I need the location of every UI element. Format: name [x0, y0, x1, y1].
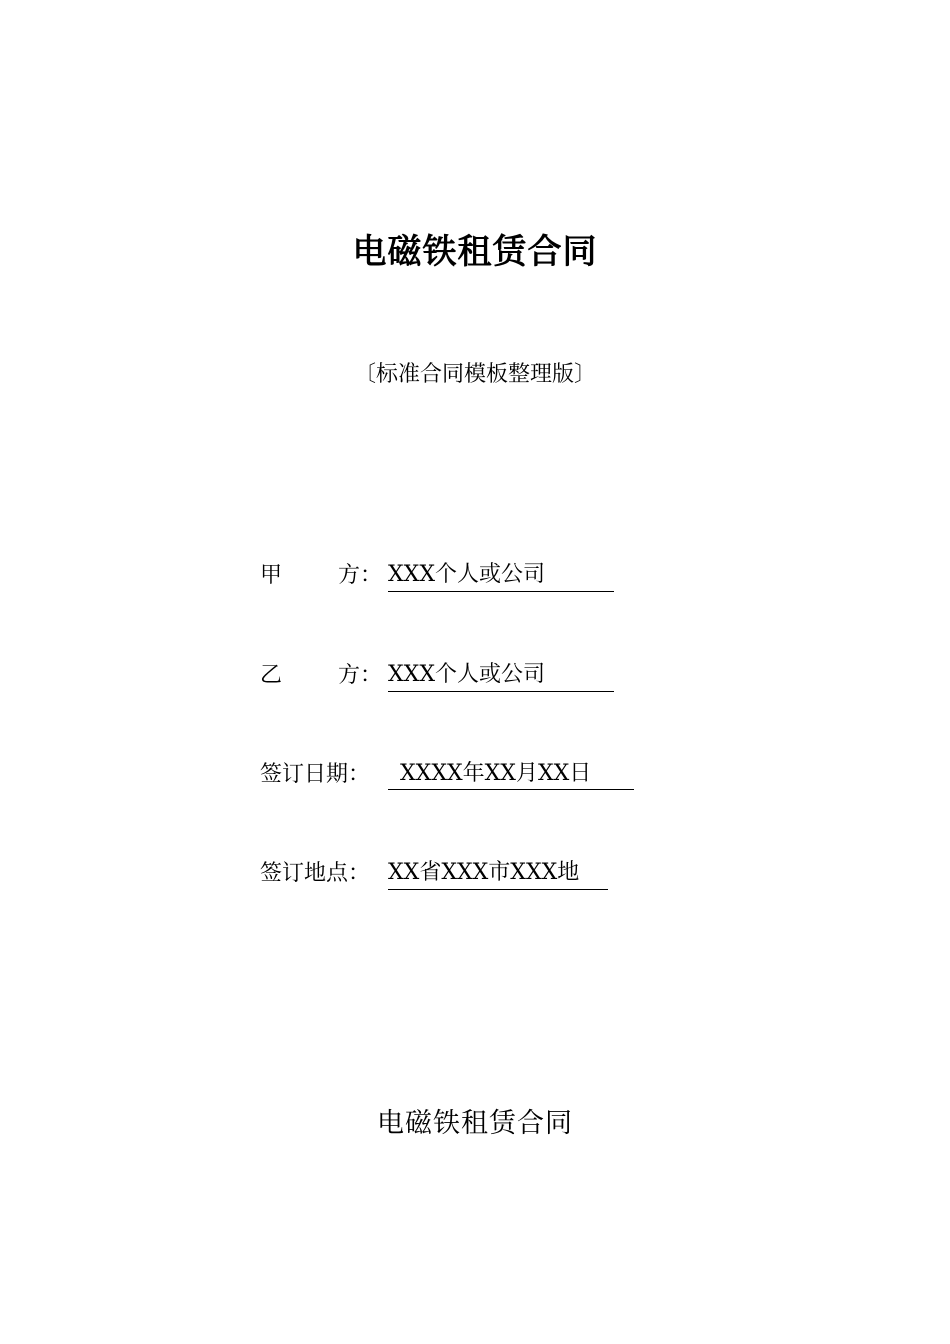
body-title: 电磁铁租赁合同 — [377, 1108, 573, 1139]
party-a-value: XXX个人或公司 — [388, 559, 614, 592]
party-b-value: XXX个人或公司 — [388, 659, 614, 692]
party-b-field — [260, 659, 614, 693]
sign-date-field — [260, 758, 634, 792]
sign-date-value: XXXX年XX月XX日 — [388, 758, 634, 790]
sign-date-label: 签订日期： — [260, 762, 371, 787]
sign-place-label: 签订地点： — [260, 861, 371, 886]
party-a-label-char: 甲 — [260, 563, 283, 588]
party-a-field — [260, 559, 614, 593]
document-subtitle: 〔标准合同模板整理版〕 — [353, 362, 596, 387]
sign-place-value: XX省XXX市XXX地 — [388, 857, 608, 890]
party-b-label-suffix: 方： — [338, 663, 383, 688]
party-a-label-suffix: 方： — [338, 563, 383, 588]
party-b-label-char: 乙 — [260, 663, 283, 688]
document-title: 电磁铁租赁合同 — [352, 232, 598, 272]
sign-place-field — [260, 857, 608, 891]
